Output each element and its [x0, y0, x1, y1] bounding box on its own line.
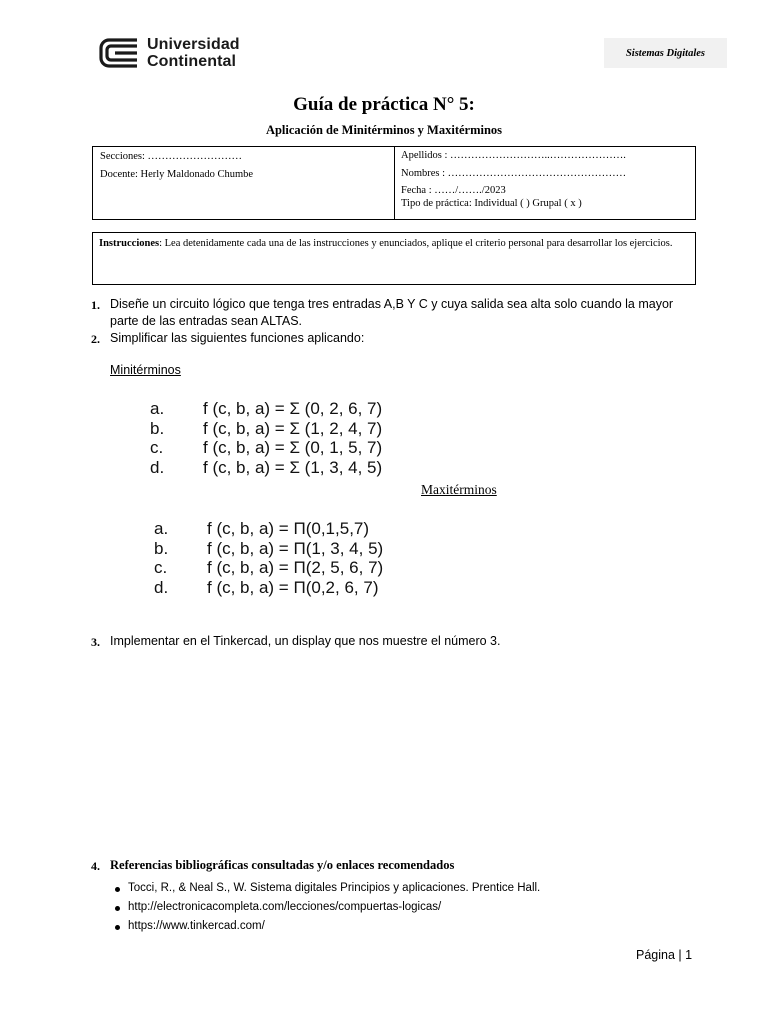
maxterm-function: f (c, b, a) = Π(0,2, 6, 7) — [207, 577, 379, 597]
secciones-field: Secciones: ……………………… — [100, 151, 243, 162]
maxterm-item — [154, 519, 454, 539]
minterm-label: c. — [150, 438, 164, 457]
maxterm-label: d. — [154, 577, 169, 597]
maxterm-function: f (c, b, a) = Π(1, 3, 4, 5) — [207, 538, 384, 558]
course-name: Sistemas Digitales — [625, 47, 706, 59]
logo-line-1: Universidad — [147, 36, 240, 53]
bullet-icon — [115, 925, 120, 930]
minterm-function: f (c, b, a) = Σ (0, 1, 5, 7) — [203, 438, 383, 457]
maxterm-label: c. — [154, 558, 168, 577]
minterm-item — [150, 438, 450, 458]
minterm-function: f (c, b, a) = Σ (0, 2, 6, 7) — [203, 399, 383, 418]
minterm-function: f (c, b, a) = Σ (1, 2, 4, 7) — [203, 418, 383, 438]
course-name-box — [604, 38, 727, 68]
minterm-label: a. — [150, 399, 165, 418]
instructions-box — [92, 232, 696, 285]
references-title: Referencias bibliográficas consultadas y/o enlaces recomendados — [110, 858, 455, 872]
question-2-text: Simplificar las siguientes funciones aplicando: — [110, 331, 365, 345]
info-left-cell — [93, 147, 395, 219]
minterm-label: b. — [150, 418, 165, 438]
docente-field: Docente: Herly Maldonado Chumbe — [100, 169, 254, 180]
page-title: Guía de práctica N° 5: — [293, 94, 475, 115]
question-1-number: 1. — [91, 298, 100, 312]
instructions-label: Instrucciones — [99, 238, 160, 249]
instructions-text: : Lea detenidamente cada una de las instrucciones y enunciados, aplique el criterio personal para desarrollar los ejercicios. — [159, 238, 673, 249]
university-logo-icon — [99, 38, 139, 68]
minterm-item — [150, 419, 450, 439]
minterm-item — [150, 399, 450, 419]
maxterm-function: f (c, b, a) = Π(0,1,5,7) — [207, 519, 370, 538]
question-2-number: 2. — [91, 332, 100, 346]
page-subtitle: Aplicación de Minitérminos y Maxitérminos — [265, 123, 503, 137]
references-number: 4. — [91, 859, 100, 873]
bullet-icon — [115, 906, 120, 911]
reference-item: Tocci, R., & Neal S., W. Sistema digitales Principios y aplicaciones. Prentice Hall. — [128, 882, 541, 894]
maxterm-function: f (c, b, a) = Π(2, 5, 6, 7) — [207, 558, 384, 577]
university-logo-text — [147, 36, 240, 70]
reference-link[interactable]: https://www.tinkercad.com/ — [128, 920, 265, 932]
maxterms-heading: Maxitérminos — [421, 482, 497, 497]
minterm-label: d. — [150, 457, 165, 477]
minterms-list — [150, 399, 450, 479]
maxterm-item — [154, 539, 454, 559]
bullet-icon — [115, 887, 120, 892]
maxterm-label: b. — [154, 538, 169, 558]
maxterm-item — [154, 578, 454, 598]
minterm-function: f (c, b, a) = Σ (1, 3, 4, 5) — [203, 457, 383, 477]
logo-line-2: Continental — [147, 53, 237, 70]
maxterm-label: a. — [154, 519, 169, 538]
minterms-heading: Minitérminos — [110, 363, 181, 377]
student-info-table — [92, 146, 696, 220]
tipo-practica-field: Tipo de práctica: Individual ( ) Grupal ( x ) — [401, 198, 582, 209]
question-3-number: 3. — [91, 635, 100, 649]
apellidos-field: Apellidos : ………………………..…………………. — [401, 150, 626, 161]
page-number: Página | 1 — [636, 948, 693, 962]
fecha-field: Fecha : ……/……./2023 — [401, 185, 506, 196]
nombres-field: Nombres : …………………………………………… — [401, 168, 627, 179]
question-1-line-2: parte de las entradas sean ALTAS. — [110, 314, 303, 328]
info-right-cell — [395, 147, 695, 219]
question-3-text: Implementar en el Tinkercad, un display que nos muestre el número 3. — [110, 634, 501, 648]
question-1-text — [110, 296, 673, 330]
minterm-item — [150, 458, 450, 478]
reference-link[interactable]: http://electronicacompleta.com/lecciones/compuertas-logicas/ — [128, 901, 442, 913]
maxterm-item — [154, 558, 454, 578]
question-1-line-1: Diseñe un circuito lógico que tenga tres entradas A,B Y C y cuya salida sea alta solo cuando la mayor — [110, 297, 674, 311]
maxterms-list — [154, 519, 454, 599]
